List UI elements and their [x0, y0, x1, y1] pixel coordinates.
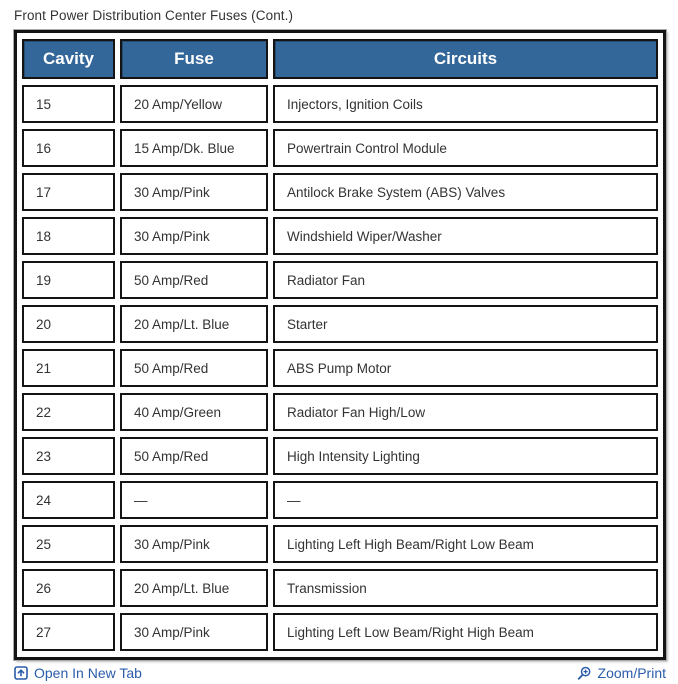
- table-header-row: [22, 39, 658, 79]
- open-in-new-tab-link[interactable]: [14, 665, 142, 681]
- circuits-cell: —: [273, 481, 658, 519]
- fuse-cell: 30 Amp/Pink: [120, 217, 268, 255]
- fuse-cell: 30 Amp/Pink: [120, 173, 268, 211]
- fuse-cell: 50 Amp/Red: [120, 437, 268, 475]
- fuse-cell: 15 Amp/Dk. Blue: [120, 129, 268, 167]
- fuse-cell: 30 Amp/Pink: [120, 613, 268, 651]
- header-cavity: Cavity: [22, 39, 115, 79]
- table-row: [22, 305, 658, 343]
- circuits-cell: Starter: [273, 305, 658, 343]
- circuits-cell: High Intensity Lighting: [273, 437, 658, 475]
- cavity-cell: 26: [22, 569, 115, 607]
- table-row: [22, 173, 658, 211]
- cavity-cell: 19: [22, 261, 115, 299]
- fuse-cell: 30 Amp/Pink: [120, 525, 268, 563]
- table-row: [22, 349, 658, 387]
- table-row: [22, 129, 658, 167]
- circuits-cell: Lighting Left Low Beam/Right High Beam: [273, 613, 658, 651]
- table-row: [22, 525, 658, 563]
- fuse-cell: 20 Amp/Lt. Blue: [120, 305, 268, 343]
- cavity-cell: 22: [22, 393, 115, 431]
- cavity-cell: 17: [22, 173, 115, 211]
- circuits-cell: Lighting Left High Beam/Right Low Beam: [273, 525, 658, 563]
- zoom-magnifier-icon: [577, 666, 592, 681]
- circuits-cell: Powertrain Control Module: [273, 129, 658, 167]
- fuse-cell: 20 Amp/Lt. Blue: [120, 569, 268, 607]
- cavity-cell: 16: [22, 129, 115, 167]
- page-title: Front Power Distribution Center Fuses (Cont.): [14, 8, 294, 23]
- fuse-cell: 20 Amp/Yellow: [120, 85, 268, 123]
- circuits-cell: Radiator Fan: [273, 261, 658, 299]
- table-row: [22, 437, 658, 475]
- cavity-cell: 18: [22, 217, 115, 255]
- fuse-table: [14, 30, 666, 660]
- open-in-new-tab-icon: [14, 666, 28, 680]
- open-in-new-tab-label: Open In New Tab: [34, 665, 142, 681]
- table-row: [22, 217, 658, 255]
- cavity-cell: 20: [22, 305, 115, 343]
- cavity-cell: 21: [22, 349, 115, 387]
- table-row: [22, 393, 658, 431]
- fuse-cell: 50 Amp/Red: [120, 349, 268, 387]
- table-row: [22, 261, 658, 299]
- table-row: [22, 569, 658, 607]
- zoom-print-label: Zoom/Print: [597, 665, 666, 681]
- circuits-cell: Transmission: [273, 569, 658, 607]
- zoom-print-link[interactable]: [577, 665, 666, 681]
- fuse-cell: 40 Amp/Green: [120, 393, 268, 431]
- header-fuse: Fuse: [120, 39, 268, 79]
- header-circuits: Circuits: [273, 39, 658, 79]
- table-row: [22, 613, 658, 651]
- circuits-cell: Antilock Brake System (ABS) Valves: [273, 173, 658, 211]
- fuse-cell: —: [120, 481, 268, 519]
- cavity-cell: 27: [22, 613, 115, 651]
- table-row: [22, 85, 658, 123]
- circuits-cell: ABS Pump Motor: [273, 349, 658, 387]
- circuits-cell: Windshield Wiper/Washer: [273, 217, 658, 255]
- fuse-cell: 50 Amp/Red: [120, 261, 268, 299]
- table-body: [22, 85, 658, 651]
- cavity-cell: 25: [22, 525, 115, 563]
- circuits-cell: Injectors, Ignition Coils: [273, 85, 658, 123]
- cavity-cell: 15: [22, 85, 115, 123]
- table-row: [22, 481, 658, 519]
- cavity-cell: 23: [22, 437, 115, 475]
- circuits-cell: Radiator Fan High/Low: [273, 393, 658, 431]
- cavity-cell: 24: [22, 481, 115, 519]
- footer-bar: [14, 665, 666, 681]
